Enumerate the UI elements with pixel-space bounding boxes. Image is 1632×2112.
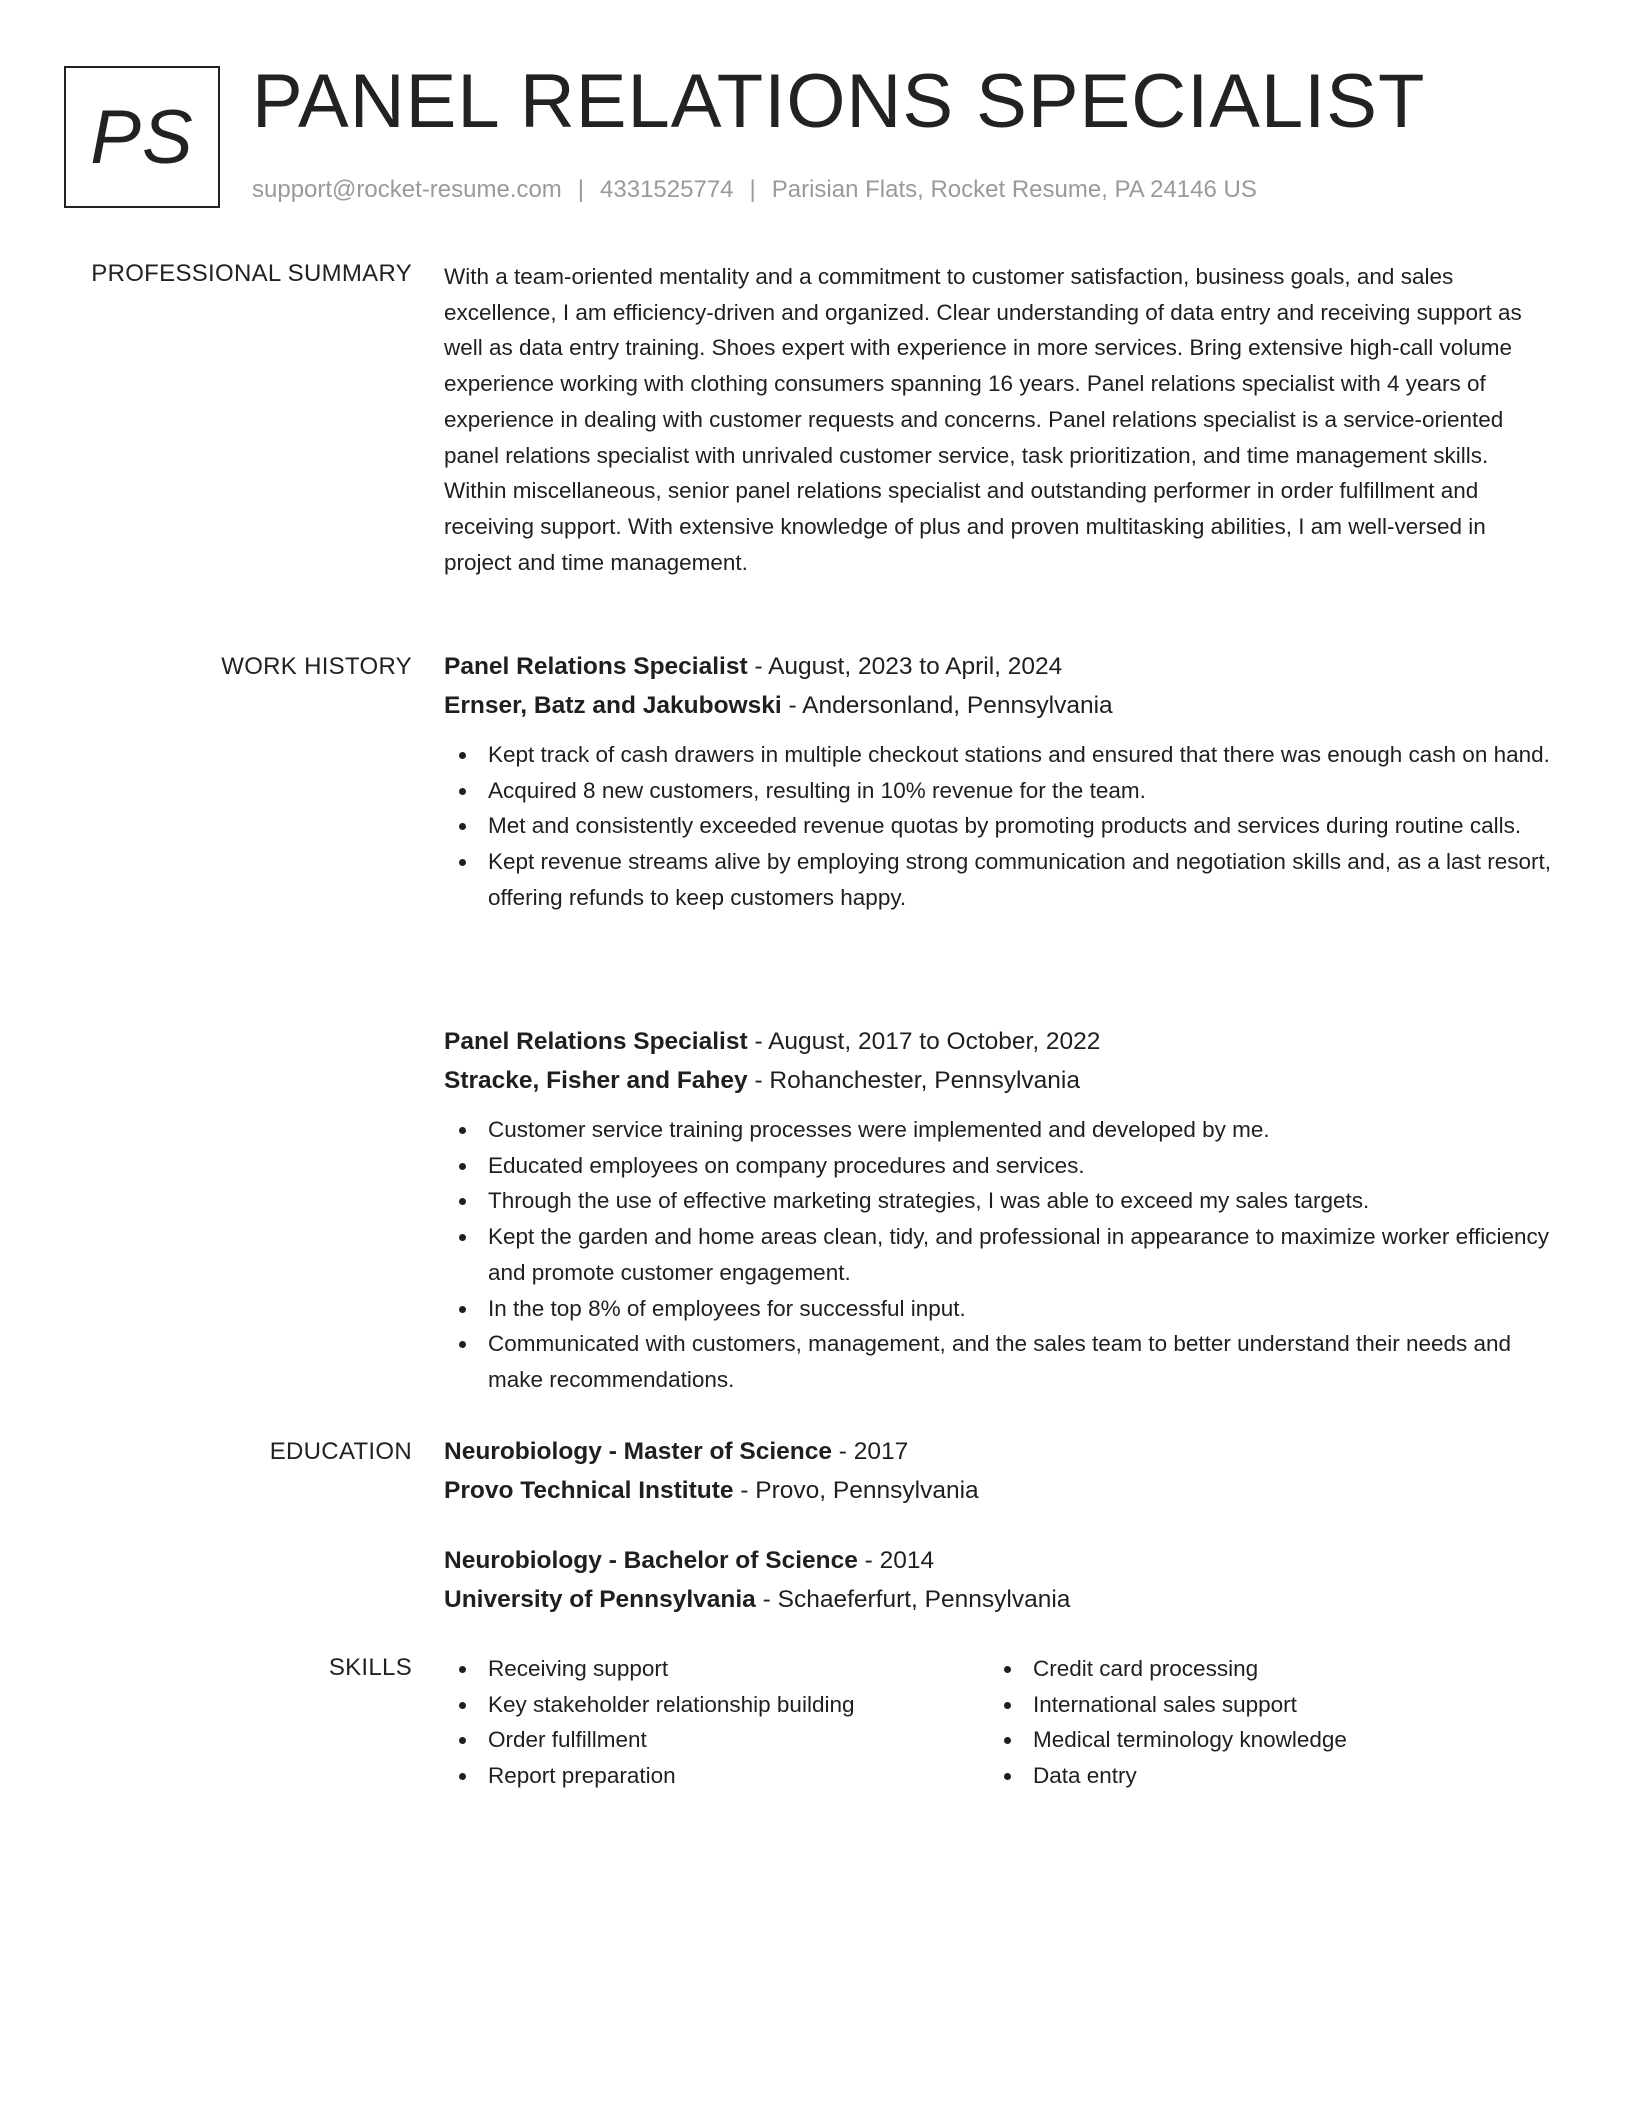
school-line xyxy=(444,1580,1556,1619)
job-bullets xyxy=(444,1112,1556,1398)
school: University of Pennsylvania xyxy=(444,1586,756,1613)
job-company-line xyxy=(444,686,1556,725)
skills-list xyxy=(989,1651,1534,1794)
degree-line xyxy=(444,1541,1556,1580)
job-entry xyxy=(444,647,1556,916)
education-entry xyxy=(444,1432,1556,1510)
monogram-initials: PS xyxy=(90,94,194,180)
skill-item: International sales support xyxy=(989,1687,1534,1723)
school-location: - Provo, Pennsylvania xyxy=(733,1477,979,1504)
job-bullet: In the top 8% of employees for successful input. xyxy=(444,1291,1556,1327)
monogram-box xyxy=(64,66,220,208)
section-label-summary: PROFESSIONAL SUMMARY xyxy=(91,260,412,287)
skills-column-right xyxy=(989,1651,1534,1794)
job-title-line xyxy=(444,1022,1556,1061)
contact-separator: | xyxy=(577,176,585,203)
job-title: Panel Relations Specialist xyxy=(444,653,748,680)
job-bullet: Communicated with customers, management, and the sales team to better understand their needs and make recommendations. xyxy=(444,1326,1556,1397)
job-bullet: Customer service training processes were implemented and developed by me. xyxy=(444,1112,1556,1148)
job-dates: - August, 2023 to April, 2024 xyxy=(747,653,1063,680)
school-location: - Schaeferfurt, Pennsylvania xyxy=(755,1586,1071,1613)
skills-list xyxy=(444,1651,989,1794)
job-bullet: Kept the garden and home areas clean, tidy, and professional in appearance to maximize worker efficiency and promote customer engagement. xyxy=(444,1219,1556,1290)
job-bullet: Educated employees on company procedures and services. xyxy=(444,1148,1556,1184)
skill-item: Report preparation xyxy=(444,1758,989,1794)
job-company: Stracke, Fisher and Fahey xyxy=(444,1067,748,1094)
job-title: Panel Relations Specialist xyxy=(444,1028,748,1055)
degree-year: - 2017 xyxy=(832,1438,909,1465)
job-title-line xyxy=(444,647,1556,686)
job-company-line xyxy=(444,1061,1556,1100)
section-label-education: EDUCATION xyxy=(269,1438,412,1465)
job-bullet: Kept revenue streams alive by employing strong communication and negotiation skills and, as a last resort, offering refunds to keep customers happy. xyxy=(444,844,1556,915)
section-label-work-history: WORK HISTORY xyxy=(221,653,412,680)
skills-grid xyxy=(444,1651,1556,1794)
job-company: Ernser, Batz and Jakubowski xyxy=(444,692,782,719)
skill-item: Medical terminology knowledge xyxy=(989,1722,1534,1758)
job-location: - Andersonland, Pennsylvania xyxy=(781,692,1113,719)
skill-item: Order fulfillment xyxy=(444,1722,989,1758)
job-bullet: Met and consistently exceeded revenue quotas by promoting products and services during routine calls. xyxy=(444,808,1556,844)
skill-item: Key stakeholder relationship building xyxy=(444,1687,989,1723)
contact-separator: | xyxy=(749,176,756,203)
job-dates: - August, 2017 to October, 2022 xyxy=(747,1028,1101,1055)
job-location: - Rohanchester, Pennsylvania xyxy=(747,1067,1080,1094)
contact-line xyxy=(252,174,1257,206)
job-entry xyxy=(444,1022,1556,1398)
skill-item: Credit card processing xyxy=(989,1651,1534,1687)
school-line xyxy=(444,1471,1556,1510)
school: Provo Technical Institute xyxy=(444,1477,734,1504)
degree: Neurobiology - Bachelor of Science xyxy=(444,1547,858,1574)
degree-year: - 2014 xyxy=(857,1547,935,1574)
education-entry xyxy=(444,1541,1556,1619)
degree: Neurobiology - Master of Science xyxy=(444,1438,832,1465)
contact-email: support@rocket-resume.com xyxy=(252,176,562,203)
job-bullets xyxy=(444,737,1556,916)
skill-item: Receiving support xyxy=(444,1651,989,1687)
contact-address: Parisian Flats, Rocket Resume, PA 24146 US xyxy=(771,176,1257,203)
summary-text: With a team-oriented mentality and a commitment to customer satisfaction, business goals, and sales excellence, I am efficiency-driven and organized. Clear understanding of data entry and receiving support as well as data entry training. Shoes expert with experience in more services. Bring extensive high-call volume experience working with clothing consumers spanning 16 years. Panel relations specialist with 4 years of experience in dealing with customer requests and concerns. Panel relations specialist is a service-oriented panel relations specialist with unrivaled customer service, task prioritization, and time management skills. Within miscellaneous, senior panel relations specialist and outstanding performer in order fulfillment and receiving support. With extensive knowledge of plus and proven multitasking abilities, I am well-versed in project and time management. xyxy=(444,264,1522,575)
skill-item: Data entry xyxy=(989,1758,1534,1794)
contact-phone: 4331525774 xyxy=(600,176,734,203)
skills-column-left xyxy=(444,1651,989,1794)
resume-title: PANEL RELATIONS SPECIALIST xyxy=(252,59,1426,144)
degree-line xyxy=(444,1432,1556,1471)
job-bullet: Through the use of effective marketing strategies, I was able to exceed my sales targets. xyxy=(444,1183,1556,1219)
job-bullet: Acquired 8 new customers, resulting in 10% revenue for the team. xyxy=(444,773,1556,809)
job-bullet: Kept track of cash drawers in multiple checkout stations and ensured that there was enough cash on hand. xyxy=(444,737,1556,773)
section-label-skills: SKILLS xyxy=(328,1654,412,1681)
